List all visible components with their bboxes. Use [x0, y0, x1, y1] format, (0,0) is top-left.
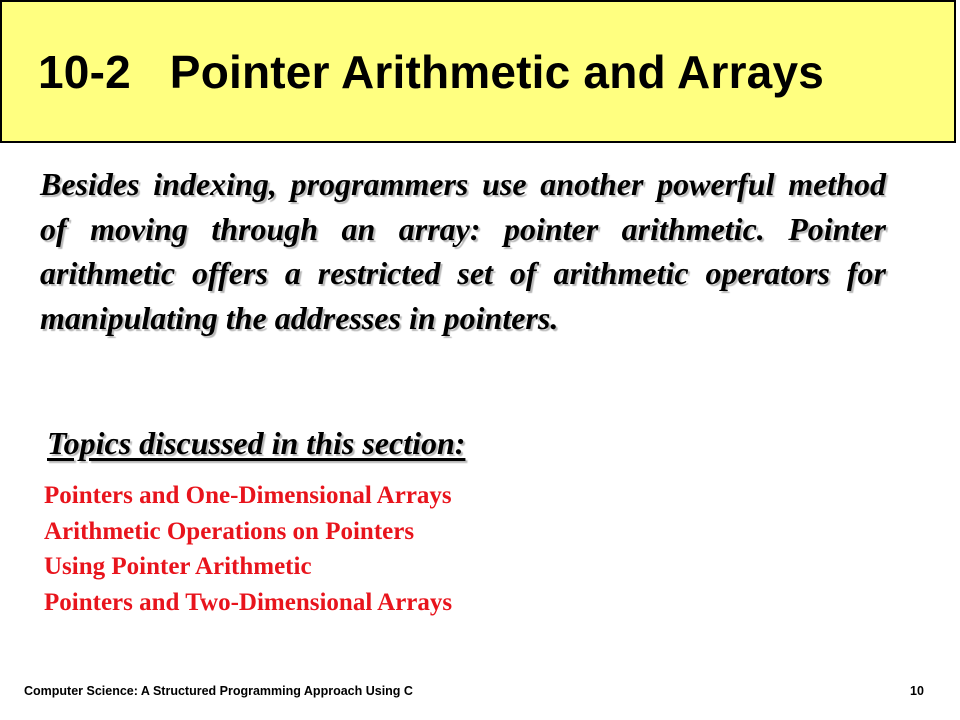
topics-heading: Topics discussed in this section: [47, 425, 466, 461]
topic-item: Pointers and One-Dimensional Arrays [44, 482, 452, 509]
footer-book-title: Computer Science: A Structured Programming Approach Using C [24, 684, 413, 698]
intro-paragraph: Besides indexing, programmers use another powerful method of moving through an array: pointer arithmetic. Pointer arithmetic offers a restricted set of arithmetic operators for manipulating the addresses in pointers. [40, 166, 886, 336]
title-banner [0, 0, 956, 143]
footer-page-number: 10 [910, 684, 924, 698]
topic-item: Arithmetic Operations on Pointers [44, 517, 415, 545]
slide-title: 10-2 Pointer Arithmetic and Arrays [38, 46, 825, 98]
topic-item: Pointers and Two-Dimensional Arrays [44, 588, 453, 616]
topic-item: Using Pointer Arithmetic [44, 553, 312, 580]
topics-list [44, 478, 452, 620]
